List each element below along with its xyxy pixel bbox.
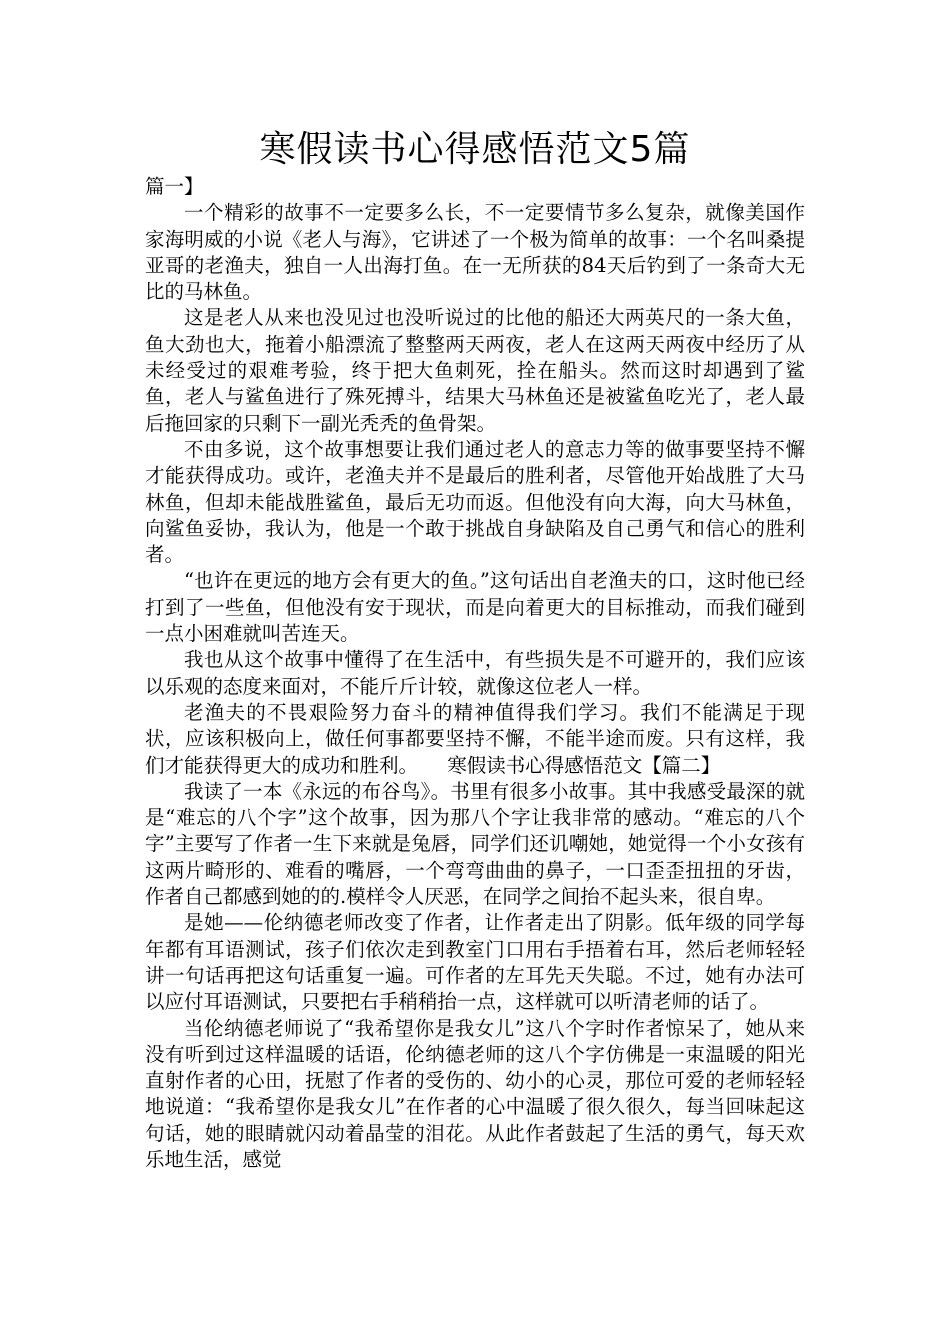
paragraph: 不由多说，这个故事想要让我们通过老人的意志力等的做事要坚持不懈才能获得成功。或许，老渔夫并不是最后的胜利者，尽管他开始战胜了大马林鱼，但却未能战胜鲨鱼，最后无功而返。但他没有向大海，向大马林鱼，向鲨鱼妥协，我认为，他是一个敢于挑战自身缺陷及自己勇气和信心的胜利者。 (145, 437, 805, 567)
paragraph: 老渔夫的不畏艰险努力奋斗的精神值得我们学习。我们不能满足于现状，应该积极向上，做任何事都要坚持不懈，不能半途而废。只有这样，我们才能获得更大的成功和胜利。 寒假读书心得感悟范文【篇二】 (145, 700, 805, 777)
paragraph: 一个精彩的故事不一定要多么长，不一定要情节多么复杂，就像美国作家海明威的小说《老人与海》，它讲述了一个极为简单的故事：一个名叫桑提亚哥的老渔夫，独自一人出海打鱼。在一无所获的84天后钓到了一条奇大无比的马林鱼。 (145, 201, 805, 304)
paragraph: 当伦纳德老师说了“我希望你是我女儿”这八个字时作者惊呆了，她从来没有听到过这样温暖的话语，伦纳德老师的这八个字仿佛是一束温暖的阳光直射作者的心田，抚慰了作者的受伤的、幼小的心灵，那位可爱的老师轻轻地说道：“我希望你是我女儿”在作者的心中温暖了很久很久，每当回味起这句话，她的眼睛就闪动着晶莹的泪花。从此作者鼓起了生活的勇气，每天欢乐地生活，感觉 (145, 1016, 805, 1171)
paragraph: 我读了一本《永远的布谷鸟》。书里有很多小故事。其中我感受最深的就是“难忘的八个字”这个故事，因为那八个字让我非常的感动。“难忘的八个字”主要写了作者一生下来就是兔唇，同学们还讥嘲她，她觉得一个小女孩有这两片畸形的、难看的嘴唇，一个弯弯曲曲的鼻子，一口歪歪扭扭的牙齿，作者自己都感到她的的.模样令人厌恶，在同学之间抬不起头来，很自卑。 (145, 779, 805, 909)
document-body (145, 174, 805, 1173)
section-label-part-one: 篇一】 (145, 175, 204, 198)
paragraph: “也许在更远的地方会有更大的鱼。”这句话出自老渔夫的口，这时他已经打到了一些鱼，但他没有安于现状，而是向着更大的目标推动，而我们碰到一点小困难就叫苦连天。 (145, 569, 805, 646)
paragraph: 这是老人从来也没见过也没听说过的比他的船还大两英尺的一条大鱼，鱼大劲也大，拖着小船漂流了整整两天两夜，老人在这两天两夜中经历了从未经受过的艰难考验，终于把大鱼刺死，拴在船头。然而这时却遇到了鲨鱼，老人与鲨鱼进行了殊死搏斗，结果大马林鱼还是被鲨鱼吃光了，老人最后拖回家的只剩下一副光秃秃的鱼骨架。 (145, 306, 805, 435)
paragraph: 是她——伦纳德老师改变了作者，让作者走出了阴影。低年级的同学每年都有耳语测试，孩子们依次走到教室门口用右手捂着右耳，然后老师轻轻讲一句话再把这句话重复一遍。可作者的左耳先天失聪。不过，她有办法可以应付耳语测试，只要把右手稍稍抬一点，这样就可以听清老师的话了。 (145, 911, 805, 1014)
paragraph: 我也从这个故事中懂得了在生活中，有些损失是不可避开的，我们应该以乐观的态度来面对，不能斤斤计较，就像这位老人一样。 (145, 648, 805, 698)
document-title: 寒假读书心得感悟范文5篇 (259, 129, 691, 170)
